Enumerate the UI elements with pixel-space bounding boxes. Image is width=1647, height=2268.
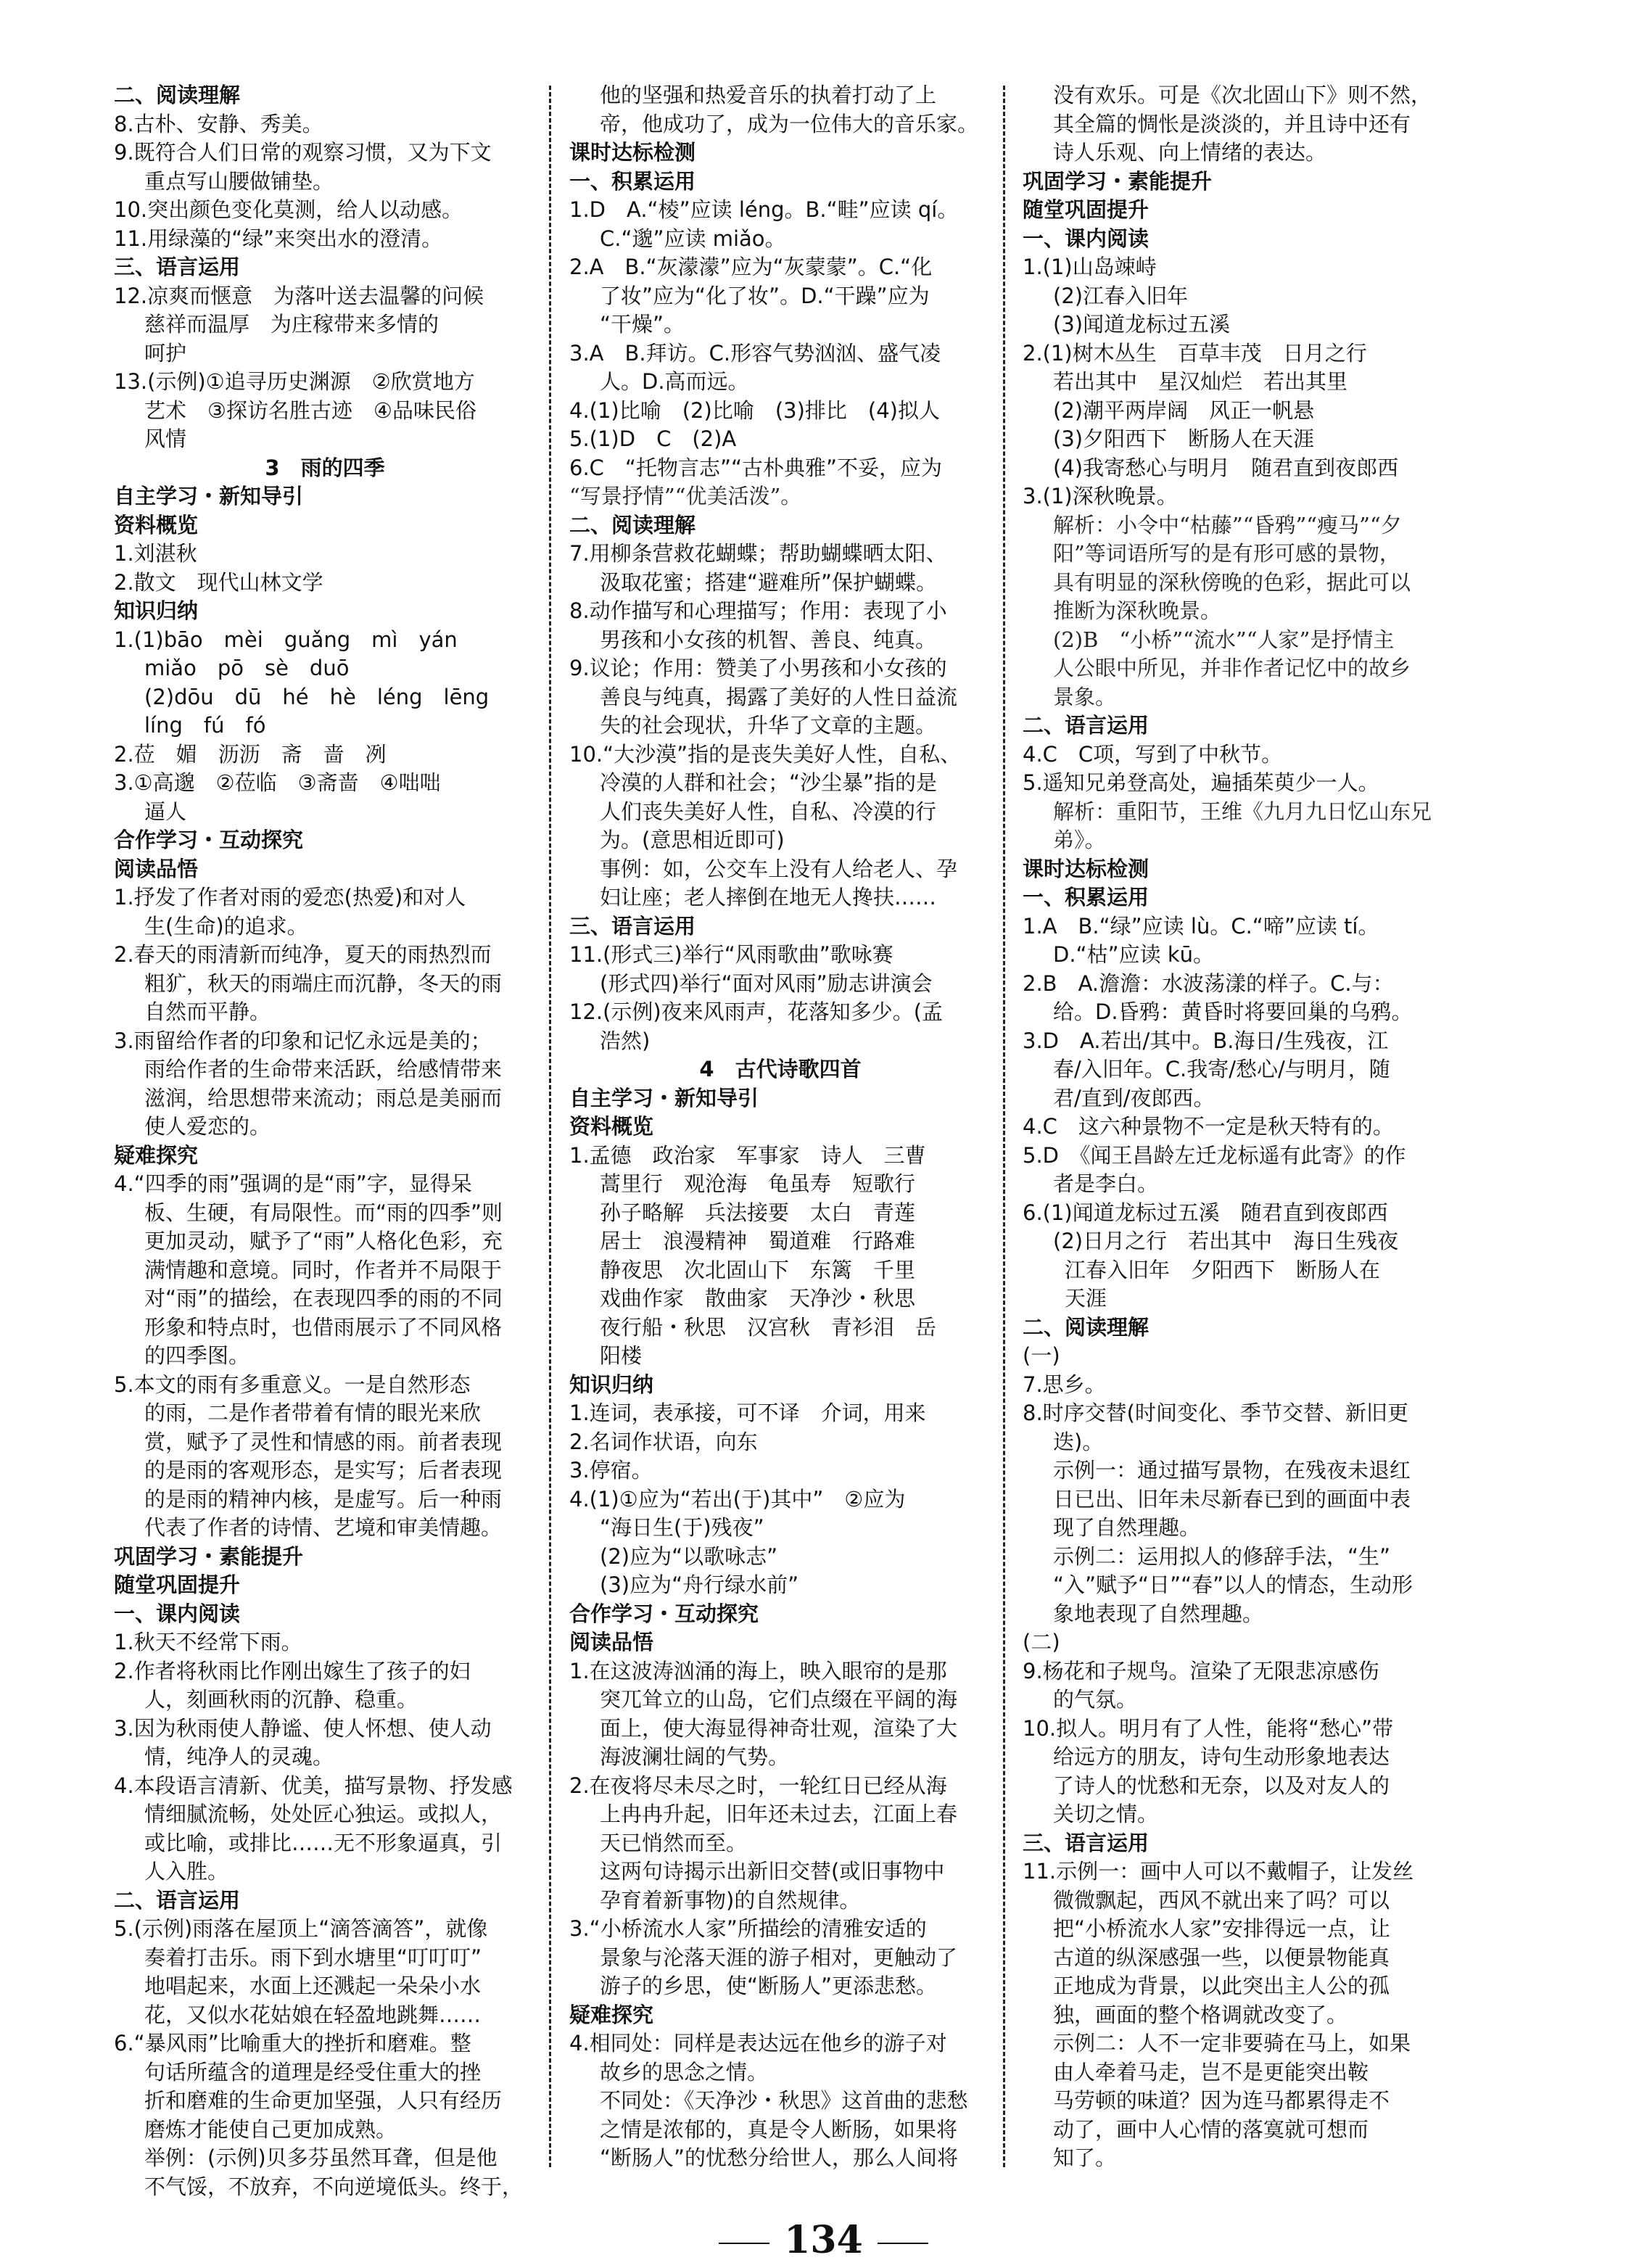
answer-line: 3.雨留给作者的印象和记忆永远是美的；	[114, 1028, 492, 1053]
answer-line: 蒿里行 观沧海 龟虽寿 短歌行	[600, 1171, 916, 1196]
page-number-value: 134	[784, 2218, 863, 2262]
answer-line: 善良与纯真，揭露了美好的人性日益流	[600, 684, 958, 709]
answer-line: 男孩和小女孩的机智、善良、纯真。	[600, 627, 937, 652]
answer-line: 3.(1)深秋晚景。	[1023, 484, 1178, 508]
answer-line: 重点写山腰做铺垫。	[144, 168, 334, 194]
answer-line: 古道的纵深感强一些，以便景物能真	[1053, 1945, 1390, 1970]
answer-line: 4.本段语言清新、优美，描写景物、抒发感	[114, 1773, 513, 1798]
answer-line: 一、课内阅读	[1023, 226, 1149, 251]
answer-line: 景象。	[1053, 684, 1117, 709]
answer-line: 孙子略解 兵法接要 太白 青莲	[600, 1200, 916, 1225]
answer-line: 11.示例一：画中人可以不戴帽子，让发丝	[1023, 1859, 1414, 1884]
answer-line: 的是雨的客观形态，是实写；后者表现	[144, 1458, 503, 1483]
answer-line: 人入胜。	[144, 1859, 229, 1884]
answer-line: 疑难探究	[114, 1142, 199, 1168]
answer-line: 2.名词作状语，向东	[569, 1429, 758, 1454]
answer-line: (二)	[1023, 1630, 1060, 1654]
answer-line: 赏，赋予了灵性和情感的雨。前者表现	[144, 1429, 503, 1454]
answer-line: 海波澜壮阔的气势。	[600, 1744, 790, 1769]
answer-line: 3.①高邈 ②莅临 ③斋啬 ④咄咄	[114, 770, 441, 795]
answer-line: 阅读品悟	[114, 856, 199, 881]
answer-line: 一、积累运用	[1023, 885, 1149, 910]
answer-line: 江春入旧年 夕阳西下 断肠人在	[1065, 1257, 1381, 1282]
answer-line: 妇让座；老人摔倒在地无人搀扶……	[600, 885, 937, 910]
answer-line: 若出其中 星汉灿烂 若出其里	[1053, 369, 1348, 394]
answer-line: 的是雨的精神内核，是虚写。后一种雨	[144, 1486, 503, 1512]
answer-line: 阳”等词语所写的是有形可感的景物，	[1053, 541, 1400, 566]
answer-line: 情细腻流畅，处处匠心独运。或拟人，	[144, 1802, 503, 1826]
answer-line: “写景抒情”“优美活泼”。	[569, 484, 802, 508]
answer-line: (一)	[1023, 1343, 1060, 1368]
answer-line: (3)应为“舟行绿水前”	[600, 1572, 799, 1597]
answer-line: 10.“大沙漠”指的是丧失美好人性，自私、	[569, 741, 962, 767]
answer-line: 浩然)	[600, 1028, 651, 1053]
answer-line: (2)江春入旧年	[1053, 283, 1189, 308]
answer-line: 冷漠的人群和社会；“沙尘暴”指的是	[600, 770, 938, 795]
answer-line: 天已悄然而至。	[600, 1830, 748, 1855]
answer-line: 2.莅 媚 沥沥 斋 啬 冽	[114, 741, 387, 767]
answer-line: 弟》。	[1053, 828, 1106, 852]
answer-line: 迭)。	[1053, 1429, 1104, 1454]
answer-line: 三、语言运用	[114, 255, 241, 279]
answer-line: 正地成为背景，以此突出主人公的孤	[1053, 1974, 1390, 1998]
answer-line: 合作学习・互动探究	[569, 1601, 759, 1626]
answer-line: 4.相同处：同样是表达远在他乡的游子对	[569, 2031, 947, 2055]
answer-line: 课时达标检测	[569, 140, 696, 165]
answer-line: 资料概览	[569, 1114, 654, 1139]
answer-line: 的雨，二是作者带着有情的眼光来欣	[144, 1401, 482, 1425]
answer-line: 情，纯净人的灵魂。	[144, 1744, 334, 1769]
answer-line: 示例一：通过描写景物，在残夜未退红	[1053, 1458, 1411, 1483]
answer-line: 磨炼才能使自己更加成熟。	[144, 2116, 397, 2142]
answer-line: 课时达标检测	[1023, 856, 1149, 881]
answer-line: (4)我寄愁心与明月 随君直到夜郎西	[1053, 455, 1399, 480]
answer-line: 解析：重阳节，王维《九月九日忆山东兄	[1053, 799, 1432, 824]
answer-line: 或比喻，或排比……无不形象逼真，引	[144, 1830, 503, 1855]
answer-line: 自然而平静。	[144, 999, 271, 1024]
answer-line: 不气馁，不放弃，不向逆境低头。终于，	[144, 2174, 524, 2199]
answer-line: 9.既符合人们日常的观察习惯，又为下文	[114, 140, 492, 165]
answer-line: 游子的乡思，使“断肠人”更添悲愁。	[600, 1974, 938, 1998]
answer-line: 8.古朴、安静、秀美。	[114, 111, 323, 136]
answer-line: 突兀耸立的山岛，它们点缀在平阔的海	[600, 1687, 958, 1712]
answer-line: 三、语言运用	[1023, 1830, 1149, 1855]
answer-line: 逼人	[144, 799, 187, 824]
answer-line: 2.B A.澹澹：水波荡漾的样子。C.与：	[1023, 970, 1394, 996]
answer-line: 13.(示例)①追寻历史渊源 ②欣赏地方	[114, 369, 475, 394]
answer-line: 形象和特点时，也借雨展示了不同风格	[144, 1314, 503, 1340]
answer-line: 艺术 ③探访名胜古迹 ④品味民俗	[144, 397, 476, 423]
answer-line: 关切之情。	[1053, 1802, 1159, 1826]
answer-line: 1.抒发了作者对雨的爱恋(热爱)和对人	[114, 885, 466, 910]
answer-line: 1.秋天不经常下雨。	[114, 1630, 302, 1654]
answer-line: 静夜思 次北固山下 东篱 千里	[600, 1257, 916, 1282]
answer-line: 12.凉爽而惬意 为落叶送去温馨的问候	[114, 283, 484, 308]
answer-line: 4.C C项，写到了中秋节。	[1023, 741, 1283, 767]
answer-line: 1.(1)bāo mèi guǎng mì yán	[114, 627, 458, 652]
answer-line: 2.A B.“灰濛濛”应为“灰蒙蒙”。C.“化	[569, 255, 933, 279]
answer-line: 随堂巩固提升	[1023, 197, 1149, 222]
answer-line: 5.D 《闻王昌龄左迁龙标遥有此寄》的作	[1023, 1142, 1406, 1168]
answer-line: 没有欢乐。可是《次北固山下》则不然，	[1053, 83, 1432, 107]
answer-line: miǎo pō sè duō	[144, 656, 350, 680]
answer-line: 解析：小令中“枯藤”“昏鸦”“瘦马”“夕	[1053, 512, 1402, 537]
answer-line: 知了。	[1053, 2145, 1117, 2170]
answer-line: 二、阅读理解	[569, 512, 696, 537]
answer-line: 雨给作者的生命带来活跃，给感情带来	[144, 1057, 503, 1081]
answer-column-middle	[569, 81, 991, 2173]
answer-line: 5.(1)D C (2)A	[569, 426, 737, 451]
answer-line: 4.“四季的雨”强调的是“雨”字，显得呆	[114, 1171, 472, 1196]
answer-line: 3.“小桥流水人家”所描绘的清雅安适的	[569, 1916, 927, 1941]
answer-line: 8.时序交替(时间变化、季节交替、新旧更	[1023, 1401, 1408, 1425]
answer-line: 孕育着新事物)的自然规律。	[600, 1887, 861, 1913]
answer-line: “海日生(于)残夜”	[600, 1515, 764, 1540]
answer-line: (2)日月之行 若出其中 海日生残夜	[1053, 1229, 1399, 1253]
answer-line: 1.刘湛秋	[114, 541, 197, 566]
answer-line: 资料概览	[114, 512, 199, 537]
answer-line: 其全篇的惆怅是淡淡的，并且诗中还有	[1053, 111, 1411, 136]
answer-line: “入”赋予“日”“春”以人的情态，生动形	[1053, 1572, 1413, 1597]
answer-line: 3 雨的四季	[265, 455, 385, 480]
answer-line: 故乡的思念之情。	[600, 2059, 769, 2085]
answer-line: 示例二：人不一定非要骑在马上，如果	[1053, 2031, 1411, 2055]
answer-line: 9.杨花和子规鸟。渲染了无限悲凉感伤	[1023, 1658, 1379, 1683]
answer-line: 二、阅读理解	[114, 83, 241, 107]
answer-line: 2.作者将秋雨比作刚出嫁生了孩子的妇	[114, 1658, 471, 1683]
answer-line: 二、语言运用	[114, 1887, 241, 1913]
answer-line: (2)B “小桥”“流水”“人家”是抒情主	[1053, 627, 1395, 652]
answer-line: 面上，使大海显得神奇壮观，渲染了大	[600, 1715, 958, 1741]
answer-line: 随堂巩固提升	[114, 1572, 241, 1597]
answer-line: 代表了作者的诗情、艺境和审美情趣。	[144, 1515, 503, 1540]
answer-line: 给远方的朋友，诗句生动形象地表达	[1053, 1744, 1390, 1769]
answer-line: 11.用绿藻的“绿”来突出水的澄清。	[114, 226, 443, 251]
answer-line: 戏曲作家 散曲家 天净沙・秋思	[600, 1286, 916, 1311]
answer-line: 5.本文的雨有多重意义。一是自然形态	[114, 1372, 471, 1397]
answer-line: 的四季图。	[144, 1343, 250, 1368]
answer-line: 2.散文 现代山林文学	[114, 569, 323, 595]
answer-line: 了诗人的忧愁和无奈，以及对友人的	[1053, 1773, 1390, 1798]
answer-line: 4.C 这六种景物不一定是秋天特有的。	[1023, 1114, 1394, 1139]
answer-line: 给。D.昏鸦：黄昏时将要回巢的乌鸦。	[1053, 999, 1413, 1024]
answer-line: 10.拟人。明月有了人性，能将“愁心”带	[1023, 1715, 1394, 1741]
answer-line: 上冉冉升起，旧年还未过去，江面上春	[600, 1802, 958, 1826]
answer-line: 1.连词，表承接，可不译 介词，用来	[569, 1401, 926, 1425]
answer-line: 推断为深秋晚景。	[1053, 598, 1222, 623]
answer-line: 人。D.高而远。	[600, 369, 749, 394]
answer-line: 人，刻画秋雨的沉静、稳重。	[144, 1687, 418, 1712]
answer-line: 1.A B.“绿”应读 lù。C.“啼”应读 tí。	[1023, 913, 1379, 939]
answer-line: 慈祥而温厚 为庄稼带来多情的	[144, 312, 439, 337]
answer-line: (3)夕阳西下 断肠人在天涯	[1053, 426, 1315, 451]
answer-line: 更加灵动，赋予了“雨”人格化色彩，充	[144, 1229, 503, 1253]
answer-line: 人公眼中所见，并非作者记忆中的故乡	[1053, 656, 1411, 680]
answer-line: “断肠人”的忧愁分给世人，那么人间将	[600, 2145, 959, 2170]
answer-line: 12.(示例)夜来风雨声，花落知多少。(孟	[569, 999, 944, 1024]
answer-line: 由人牵着马走，岂不是更能突出鞍	[1053, 2059, 1369, 2085]
answer-line: 合作学习・互动探究	[114, 828, 304, 852]
answer-line: 阳楼	[600, 1343, 643, 1368]
answer-line: 3.D A.若出/其中。B.海日/生残夜，江	[1023, 1028, 1389, 1053]
answer-line: 7.用柳条营救花蝴蝶；帮助蝴蝶晒太阳、	[569, 541, 947, 566]
answer-line: 君/直到/夜郎西。	[1053, 1085, 1215, 1110]
answer-line: “干燥”。	[600, 312, 685, 337]
answer-line: 句话所蕴含的道理是经受住重大的挫	[144, 2059, 482, 2085]
answer-line: 11.(形式三)举行“风雨歌曲”歌咏赛	[569, 942, 893, 967]
answer-line: 春/入旧年。C.我寄/愁心/与明月，随	[1053, 1057, 1390, 1081]
answer-line: 夜行船・秋思 汉宫秋 青衫泪 岳	[600, 1314, 937, 1340]
answer-line: 居士 浪漫精神 蜀道难 行路难	[600, 1229, 916, 1253]
answer-line: 1.在这波涛汹涌的海上，映入眼帘的是那	[569, 1658, 947, 1683]
answer-line: 疑难探究	[569, 2002, 654, 2027]
answer-line: 满情趣和意境。同时，作者并不局限于	[144, 1257, 503, 1282]
answer-line: 6.C “托物言志”“古朴典雅”不妥，应为	[569, 455, 943, 480]
answer-line: 二、语言运用	[1023, 713, 1149, 738]
answer-line: 帝，他成功了，成为一位伟大的音乐家。	[600, 111, 979, 136]
answer-line: 这两句诗揭示出新旧交替(或旧事物中	[600, 1859, 945, 1884]
answer-line: (2)dōu dū hé hè léng lēng	[144, 684, 490, 709]
answer-line: 折和磨难的生命更加坚强，人只有经历	[144, 2088, 503, 2113]
answer-line: 微微飘起，西风不就出来了吗？可以	[1053, 1887, 1390, 1913]
answer-line: 的气氛。	[1053, 1687, 1138, 1712]
answer-line: 人们丧失美好人性，自私、冷漠的行	[600, 799, 937, 824]
answer-line: 自主学习・新知导引	[569, 1085, 759, 1110]
answer-line: 巩固学习・素能提升	[1023, 168, 1213, 194]
answer-column-left	[114, 81, 536, 2201]
answer-line: 生(生命)的追求。	[144, 913, 308, 939]
answer-line: 风情	[144, 426, 187, 451]
answer-line: 花，又似水花姑娘在轻盈地跳舞……	[144, 2002, 482, 2027]
answer-line: 为。(意思相近即可)	[600, 828, 785, 852]
answer-line: 5.遥知兄弟登高处，遍插茱萸少一人。	[1023, 770, 1379, 795]
answer-line: 6.(1)闻道龙标过五溪 随君直到夜郎西	[1023, 1200, 1388, 1225]
answer-line: 2.春天的雨清新而纯净，夏天的雨热烈而	[114, 942, 492, 967]
answer-line: 了妆”应为“化了妆”。D.“干躁”应为	[600, 283, 930, 308]
answer-line: 8.动作描写和心理描写；作用：表现了小	[569, 598, 947, 623]
answer-line: 使人爱恋的。	[144, 1114, 271, 1139]
answer-line: 一、积累运用	[569, 168, 696, 194]
answer-line: 举例：(示例)贝多芬虽然耳聋，但是他	[144, 2145, 498, 2170]
answer-line: 自主学习・新知导引	[114, 484, 304, 508]
answer-line: 动了，画中人心情的落寞就可想而	[1053, 2116, 1369, 2142]
page-number	[0, 2218, 1647, 2262]
answer-line: 9.议论；作用：赞美了小男孩和小女孩的	[569, 656, 947, 680]
answer-line: 三、语言运用	[569, 913, 696, 939]
answer-line: 1.孟德 政治家 军事家 诗人 三曹	[569, 1142, 926, 1168]
answer-line: 地唱起来，水面上还溅起一朵朵小水	[144, 1974, 482, 1998]
answer-line: 1.D A.“棱”应读 léng。B.“畦”应读 qí。	[569, 197, 959, 222]
answer-line: 把“小桥流水人家”安排得远一点，让	[1053, 1916, 1391, 1941]
answer-line: 4.(1)比喻 (2)比喻 (3)排比 (4)拟人	[569, 397, 940, 423]
answer-line: 诗人乐观、向上情绪的表达。	[1053, 140, 1327, 165]
column-divider	[1003, 86, 1005, 2167]
answer-line: (2)潮平两岸阔 风正一帆悬	[1053, 397, 1315, 423]
answer-line: 象地表现了自然理趣。	[1053, 1601, 1264, 1626]
answer-line: 天涯	[1065, 1286, 1107, 1311]
answer-line: 现了自然理趣。	[1053, 1515, 1201, 1540]
answer-line: 二、阅读理解	[1023, 1314, 1149, 1340]
answer-line: 板、生硬，有局限性。而“雨的四季”则	[144, 1200, 503, 1225]
answer-line: 独，画面的整个格调就改变了。	[1053, 2002, 1348, 2027]
answer-line: 一、课内阅读	[114, 1601, 241, 1626]
answer-line: 失的社会现状，升华了文章的主题。	[600, 713, 937, 738]
answer-line: 马劳顿的味道？因为连马都累得走不	[1053, 2088, 1390, 2113]
answer-line: 巩固学习・素能提升	[114, 1543, 304, 1569]
answer-line: 2.在夜将尽未尽之时，一轮红日已经从海	[569, 1773, 947, 1798]
answer-line: 不同处：《天净沙・秋思》这首曲的悲愁	[600, 2088, 968, 2113]
answer-line: 者是李白。	[1053, 1171, 1159, 1196]
answer-line: 示例二：运用拟人的修辞手法，“生”	[1053, 1543, 1391, 1569]
column-divider	[549, 86, 551, 2167]
answer-line: D.“枯”应读 kū。	[1053, 942, 1214, 967]
answer-line: 6.“暴风雨”比喻重大的挫折和磨难。整	[114, 2031, 471, 2055]
answer-line: 事例：如，公交车上没有人给老人、孕	[600, 856, 958, 881]
answer-line: C.“邈”应读 miǎo。	[600, 226, 786, 251]
answer-line: 汲取花蜜；搭建“避难所”保护蝴蝶。	[600, 569, 938, 595]
answer-line: 之情是浓郁的，真是令人断肠，如果将	[600, 2116, 958, 2142]
answer-column-right	[1023, 81, 1445, 2173]
answer-line: 具有明显的深秋傍晚的色彩，据此可以	[1053, 569, 1411, 595]
answer-line: 3.A B.拜访。C.形容气势汹汹、盛气凌	[569, 340, 941, 366]
answer-line: 景象与沦落天涯的游子相对，更触动了	[600, 1945, 958, 1970]
answer-line: 3.因为秋雨使人静谧、使人怀想、使人动	[114, 1715, 492, 1741]
answer-line: 5.(示例)雨落在屋顶上“滴答滴答”，就像	[114, 1916, 488, 1941]
answer-line: 2.(1)树木丛生 百草丰茂 日月之行	[1023, 340, 1367, 366]
answer-line: 粗犷，秋天的雨端庄而沉静，冬天的雨	[144, 970, 503, 996]
answer-line: 4 古代诗歌四首	[699, 1057, 862, 1081]
answer-line: 知识归纳	[569, 1372, 654, 1397]
answer-line: 1.(1)山岛竦峙	[1023, 255, 1157, 279]
answer-line: 知识归纳	[114, 598, 199, 623]
answer-line: 对“雨”的描绘，在表现四季的雨的不同	[144, 1286, 503, 1311]
answer-line: 4.(1)①应为“若出(于)其中” ②应为	[569, 1486, 906, 1512]
answer-line: 滋润，给思想带来流动；雨总是美丽而	[144, 1085, 503, 1110]
answer-line: 3.停宿。	[569, 1458, 653, 1483]
answer-line: 他的坚强和热爱音乐的执着打动了上	[600, 83, 937, 107]
answer-line: (2)应为“以歌咏志”	[600, 1543, 778, 1569]
answer-line: (3)闻道龙标过五溪	[1053, 312, 1231, 337]
answer-line: 10.突出颜色变化莫测，给人以动感。	[114, 197, 463, 222]
answer-line: líng fú fó	[144, 713, 266, 738]
answer-line: 奏着打击乐。雨下到水塘里“叮叮叮”	[144, 1945, 482, 1970]
answer-line: (形式四)举行“面对风雨”励志讲演会	[600, 970, 933, 996]
answer-line: 日已出、旧年未尽新春已到的画面中表	[1053, 1486, 1411, 1512]
answer-line: 呵护	[144, 340, 187, 366]
answer-line: 阅读品悟	[569, 1630, 654, 1654]
answer-line: 7.思乡。	[1023, 1372, 1106, 1397]
